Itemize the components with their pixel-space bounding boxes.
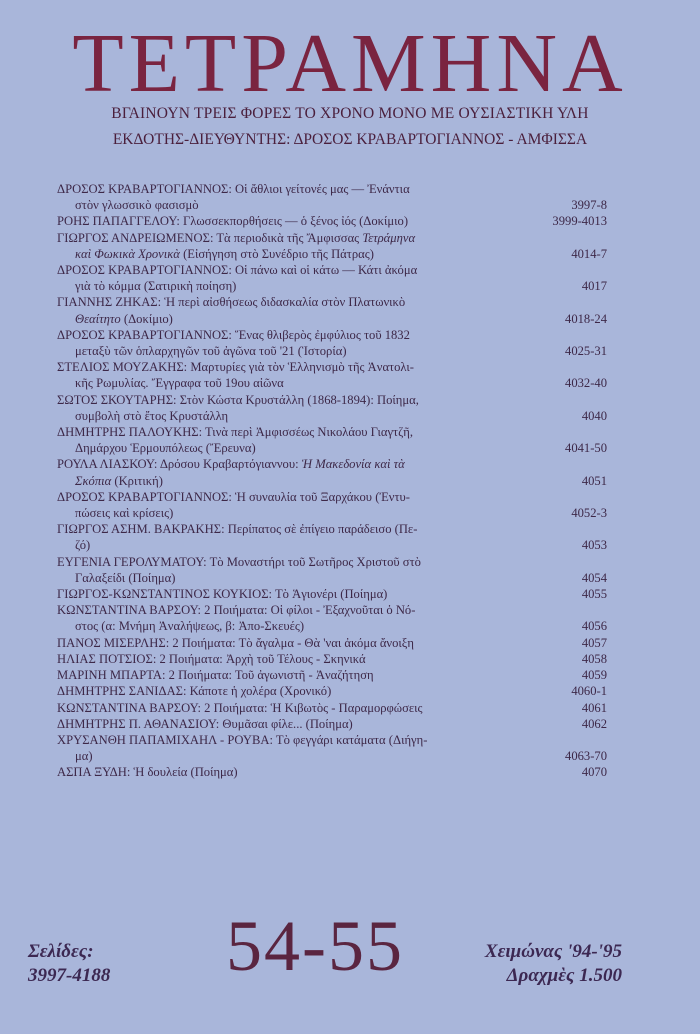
toc-entry-line1 [57,392,607,408]
toc-entry-text: ΜΑΡΙΝΗ ΜΠΑΡΤΑ: 2 Ποιήματα: Τοῦ ἀγωνιστῆ - Ἀναζήτηση [57,668,374,683]
toc-entry [57,667,607,683]
toc-entry-line1 [57,424,607,440]
toc-page-number: 4054 [581,570,607,585]
toc-entry-text: ΓΙΩΡΓΟΣ ΑΣΗΜ. ΒΑΚΡΑΚΗΣ: Περίπατος σὲ ἐπίγειο παράδεισο (Πε- [57,522,418,537]
toc-entry-line2 [57,246,607,262]
toc-entry-text: ΧΡΥΣΑΝΘΗ ΠΑΠΑΜΙΧΑΗΛ - ΡΟΥΒΑ: Τὸ φεγγάρι κατάματα (Διήγη- [57,732,428,747]
toc-entry [57,181,607,213]
toc-entry-text: ΔΡΟΣΟΣ ΚΡΑΒΑΡΤΟΓΙΑΝΝΟΣ: Ἡ συναυλία τοῦ Ξαρχάκου (Ἐντυ- [57,489,410,504]
toc-entry-line1 [57,230,607,246]
toc-entry-line2 [57,311,607,327]
toc-entry-text: ΓΙΩΡΓΟΣ ΑΝΔΡΕΙΩΜΕΝΟΣ: Τὰ περιοδικὰ τῆς Ἄμφισσας [57,230,360,245]
toc-entry [57,359,607,391]
toc-entry-line1 [57,294,607,310]
toc-entry-text: ΔΡΟΣΟΣ ΚΡΑΒΑΡΤΟΓΙΑΝΝΟΣ: Οἱ ἄθλιοι γείτονές μας — Ἐνάντια [57,182,410,196]
toc-entry [57,554,607,586]
toc-entry-text: ΔΗΜΗΤΡΗΣ Π. ΑΘΑΝΑΣΙΟΥ: Θυμᾶσαι φίλε... (Ποίημα) [57,716,353,731]
toc-entry-italic-title: Θεαίτητο [75,311,121,326]
toc-entry [57,262,607,294]
page-range-block [28,940,110,988]
toc-entry-line1 [57,327,607,343]
toc-entry-text: ζό) [75,538,91,553]
toc-entry [57,327,607,359]
toc-page-number: 4060-1 [571,684,607,699]
toc-entry-text: ΚΩΝΣΤΑΝΤΙΝΑ ΒΑΡΣΟΥ: 2 Ποιήματα: Οἱ φίλοι - Ἐξαχνοῦται ὁ Νό- [57,603,416,618]
toc-entry-text: ΠΑΝΟΣ ΜΙΣΕΡΛΗΣ: 2 Ποιήματα: Τὸ ἄγαλμα - Θὰ 'ναι ἀκόμα ἄνοιξη [57,635,415,650]
toc-entry-text: πώσεις καὶ κρίσεις) [75,506,174,521]
toc-entry [57,683,607,699]
toc-page-number: 4041-50 [565,441,607,456]
season: Χειμώνας '94-'95 [484,941,622,962]
toc-entry-text: μεταξὺ τῶν ὁπλαρχηγῶν τοῦ ἀγῶνα τοῦ '21 (Ἱστορία) [75,344,347,359]
toc-page-number: 4055 [581,587,607,602]
toc-entry-line2 [57,197,607,213]
toc-entry-text: (Εἰσήγηση στὸ Συνέδριο τῆς Πάτρας) [179,246,374,261]
toc-entry-line1 [57,489,607,505]
toc-page-number: 4052-3 [571,506,607,521]
magazine-subtitle: ΒΓΑΙΝΟΥΝ ΤΡΕΙΣ ΦΟΡΕΣ ΤΟ ΧΡΟΝΟ ΜΟΝΟ ΜΕ ΟΥΣΙΑΣΤΙΚΗ ΥΛΗ [111,105,589,122]
toc-page-number: 4056 [581,619,607,634]
toc-entry [57,213,607,229]
toc-entry-text: (Κριτική) [111,473,163,488]
toc-entry-text: ΔΗΜΗΤΡΗΣ ΠΑΛΟΥΚΗΣ: Τινὰ περὶ Ἀμφισσέως Νικολάου Γιαγτζῆ, [57,425,414,440]
toc-entry [57,392,607,424]
toc-page-number: 4059 [581,668,607,683]
toc-entry-line1 [57,764,607,780]
toc-entry-text: Γαλαξείδι (Ποίημα) [75,570,176,585]
toc-entry-text: Δημάρχου Ἑρμουπόλεως (Ἔρευνα) [75,441,256,456]
toc-entry-text: ΕΥΓΕΝΙΑ ΓΕΡΟΛΥΜΑΤΟΥ: Τὸ Μοναστήρι τοῦ Σωτῆρος Χριστοῦ στὸ [57,554,421,569]
toc-page-number: 4061 [581,700,607,715]
toc-entry-text: ΔΡΟΣΟΣ ΚΡΑΒΑΡΤΟΓΙΑΝΝΟΣ: Οἱ πάνω καὶ οἱ κάτω — Κάτι ἀκόμα [57,263,418,278]
toc-entry-line1 [57,359,607,375]
toc-entry-text: κῆς Ρωμυλίας. Ἔγγραφα τοῦ 19ου αἰῶνα [75,376,284,391]
toc-entry-text: ΡΟΥΛΑ ΛΙΑΣΚΟΥ: Δρόσου Κραβαρτόγιαννου: [57,457,299,472]
toc-entry-text: ΡΟΗΣ ΠΑΠΑΓΓΕΛΟΥ: Γλωσσεκπορθήσεις — ὁ ξένος ἰός (Δοκίμιο) [57,214,409,229]
toc-entry-text: στος (α: Μνήμη Ἀναλήψεως, β: Ἀπο-Σκευές) [75,619,305,634]
toc-page-number: 4058 [581,651,607,666]
toc-page-number: 4063-70 [565,749,607,764]
toc-entry [57,294,607,326]
toc-entry-italic-title: Τετράμηνα [362,230,416,245]
toc-entry-line2 [57,505,607,521]
toc-page-number: 4053 [581,538,607,553]
toc-entry [57,700,607,716]
pages-label: Σελίδες: [28,941,94,962]
toc-entry-line1 [57,700,607,716]
toc-entry-line1 [57,732,607,748]
toc-entry-line2 [57,375,607,391]
toc-entry-text: ΓΙΩΡΓΟΣ-ΚΩΝΣΤΑΝΤΙΝΟΣ ΚΟΥΚΙΟΣ: Τὸ Ἁγιονέρι (Ποίημα) [57,587,388,602]
toc-entry-line1 [57,667,607,683]
toc-entry-line1 [57,586,607,602]
toc-page-number: 4057 [581,635,607,650]
issue-number: 54-55 [226,906,404,986]
toc-page-number: 3999-4013 [552,214,607,229]
toc-entry-line2 [57,537,607,553]
toc-page-number: 4062 [581,716,607,731]
toc-entry-line1 [57,262,607,278]
toc-entry [57,602,607,634]
toc-entry [57,764,607,780]
toc-entry-line2 [57,278,607,294]
toc-entry-text: στὸν γλωσσικὸ φασισμὸ [75,198,199,213]
toc-entry-text: ΔΗΜΗΤΡΗΣ ΣΑΝΙΔΑΣ: Κάποτε ἡ χολέρα (Χρονικό) [57,684,332,699]
toc-entry-line1 [57,602,607,618]
toc-entry-text: ΚΩΝΣΤΑΝΤΙΝΑ ΒΑΡΣΟΥ: 2 Ποιήματα: Ἡ Κιβωτὸς - Παραμορφώσεις [57,700,423,715]
toc-page-number: 4018-24 [565,311,607,326]
toc-page-number: 4040 [581,408,607,423]
toc-page-number: 4070 [581,765,607,780]
toc-entry-text: ΓΙΑΝΝΗΣ ΖΗΚΑΣ: Ἡ περὶ αἰσθήσεως διδασκαλία στὸν Πλατωνικὸ [57,295,406,310]
editor-line: ΕΚΔΟΤΗΣ-ΔΙΕΥΘΥΝΤΗΣ: ΔΡΟΣΟΣ ΚΡΑΒΑΡΤΟΓΙΑΝΝΟΣ - ΑΜΦΙΣΣΑ [112,131,588,148]
toc-entry-text: ΣΩΤΟΣ ΣΚΟΥΤΑΡΗΣ: Στὸν Κώστα Κρυστάλλη (1868-1894): Ποίημα, [57,392,419,407]
toc-page-number: 4051 [581,473,607,488]
toc-page-number: 3997-8 [571,198,607,213]
toc-entry-line1 [57,651,607,667]
toc-entry-line2 [57,343,607,359]
toc-entry [57,651,607,667]
toc-page-number: 4025-31 [565,344,607,359]
toc-entry-line1 [57,683,607,699]
toc-entry-line1 [57,635,607,651]
toc-entry [57,489,607,521]
table-of-contents [57,181,607,781]
toc-entry-line2 [57,408,607,424]
toc-page-number: 4014-7 [571,246,607,261]
toc-entry [57,732,607,764]
magazine-title: ΤΕΤΡΑΜΗΝΑ [72,17,628,110]
toc-entry-text: μα) [75,749,93,764]
toc-entry [57,456,607,488]
toc-entry-line1 [57,521,607,537]
toc-entry-italic-title: καὶ Φωκικὰ Χρονικὰ [75,246,180,261]
toc-entry-line1 [57,716,607,732]
toc-entry-text: ΑΣΠΑ ΞΥΔΗ: Ἡ δουλεία (Ποίημα) [57,765,238,780]
toc-entry-line2 [57,618,607,634]
toc-entry-text: γιὰ τὸ κόμμα (Σατιρικὴ ποίηση) [75,279,237,294]
season-price-block [485,940,622,988]
toc-entry-line1 [57,181,607,197]
toc-entry-italic-title: Ἡ Μακεδονία καὶ τὰ [301,457,405,472]
toc-entry-line2 [57,473,607,489]
toc-entry-text: ΔΡΟΣΟΣ ΚΡΑΒΑΡΤΟΓΙΑΝΝΟΣ: Ἕνας θλιβερὸς ἐμφύλιος τοῦ 1832 [57,327,410,342]
toc-entry [57,521,607,553]
toc-entry [57,230,607,262]
toc-entry-text: ΗΛΙΑΣ ΠΟΤΣΙΟΣ: 2 Ποιήματα: Ἀρχὴ τοῦ Τέλους - Σκηνικά [57,651,366,666]
toc-entry [57,635,607,651]
price: Δραχμὲς 1.500 [506,965,622,986]
toc-entry-text: συμβολὴ στὸ ἔτος Κρυστάλλη [75,408,229,423]
toc-page-number: 4017 [581,279,607,294]
toc-entry-text: (Δοκίμιο) [120,311,173,326]
toc-entry-text: ΣΤΕΛΙΟΣ ΜΟΥΖΑΚΗΣ: Μαρτυρίες γιὰ τὸν Ἑλληνισμὸ τῆς Ἀνατολι- [57,360,414,375]
toc-entry [57,716,607,732]
toc-entry-line1 [57,456,607,472]
pages-range: 3997-4188 [28,965,111,986]
toc-entry [57,586,607,602]
toc-entry-line2 [57,748,607,764]
toc-entry-line2 [57,570,607,586]
toc-entry-italic-title: Σκόπια [75,473,112,488]
toc-page-number: 4032-40 [565,376,607,391]
toc-entry-line1 [57,213,607,229]
toc-entry [57,424,607,456]
toc-entry-line1 [57,554,607,570]
toc-entry-line2 [57,440,607,456]
